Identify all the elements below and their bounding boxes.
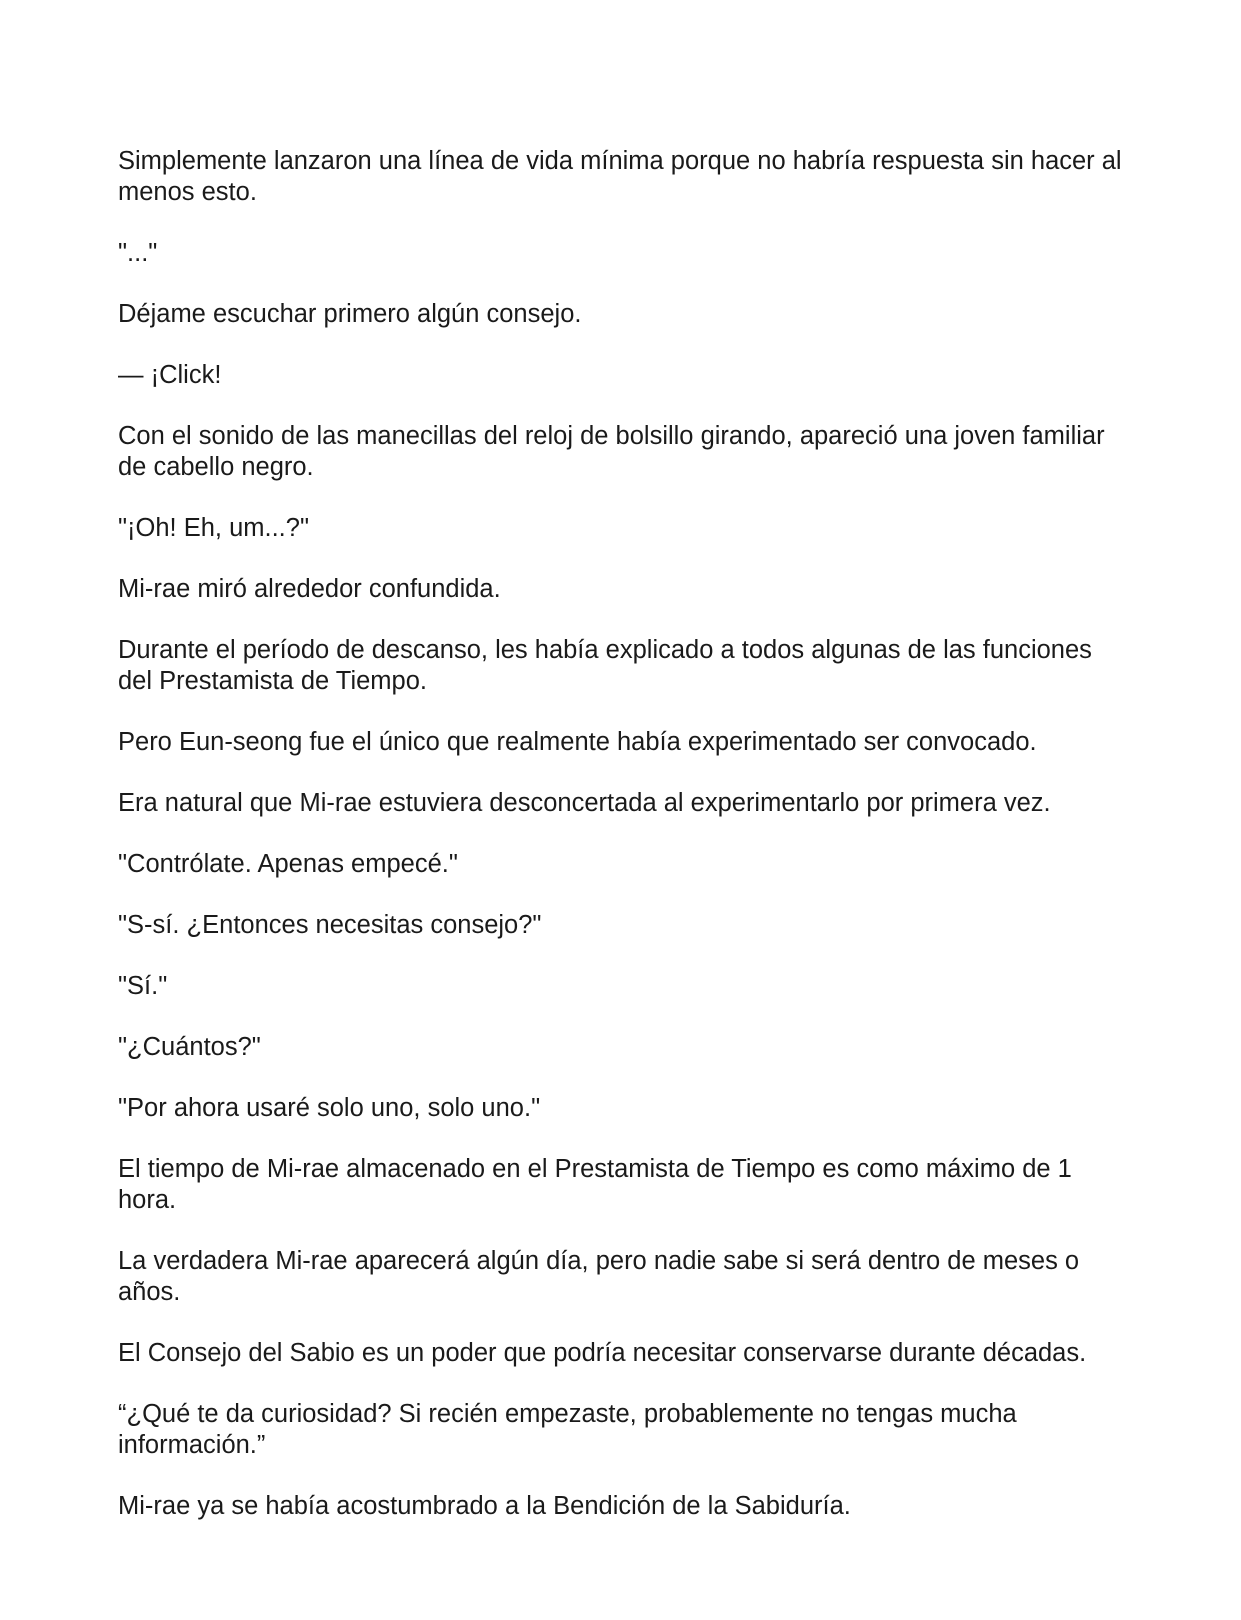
document-page: [118, 146, 1128, 1552]
paragraph: "Contrólate. Apenas empecé.": [118, 850, 458, 878]
paragraph: "Por ahora usaré solo uno, solo uno.": [118, 1094, 541, 1122]
paragraph: Mi-rae miró alrededor confundida.: [118, 575, 501, 603]
paragraph: La verdadera Mi-rae aparecerá algún día, pero nadie sabe si será dentro de meses o años.: [118, 1247, 1080, 1306]
paragraph: Mi-rae ya se había acostumbrado a la Bendición de la Sabiduría.: [118, 1492, 851, 1520]
paragraph: El tiempo de Mi-rae almacenado en el Prestamista de Tiempo es como máximo de 1 hora.: [118, 1155, 1072, 1214]
paragraph: "S-sí. ¿Entonces necesitas consejo?": [118, 911, 542, 939]
paragraph: El Consejo del Sabio es un poder que podría necesitar conservarse durante décadas.: [118, 1339, 1087, 1367]
paragraph: Pero Eun-seong fue el único que realmente había experimentado ser convocado.: [118, 728, 1037, 756]
paragraph: "Sí.": [118, 972, 168, 1000]
paragraph: — ¡Click!: [118, 361, 222, 389]
paragraph: Era natural que Mi-rae estuviera desconcertada al experimentarlo por primera vez.: [118, 789, 1051, 817]
paragraph: Durante el período de descanso, les había explicado a todos algunas de las funciones del Prestamista de Tiempo.: [118, 636, 1092, 695]
paragraph: "¡Oh! Eh, um...?": [118, 514, 310, 542]
paragraph: “¿Qué te da curiosidad? Si recién empezaste, probablemente no tengas mucha información.”: [118, 1400, 1017, 1459]
paragraph: Simplemente lanzaron una línea de vida mínima porque no habría respuesta sin hacer al menos esto.: [118, 147, 1122, 206]
paragraph: Déjame escuchar primero algún consejo.: [118, 300, 582, 328]
paragraph: "...": [118, 239, 158, 267]
paragraph: Con el sonido de las manecillas del reloj de bolsillo girando, apareció una joven familiar de cabello negro.: [118, 422, 1105, 481]
paragraph: "¿Cuántos?": [118, 1033, 261, 1061]
